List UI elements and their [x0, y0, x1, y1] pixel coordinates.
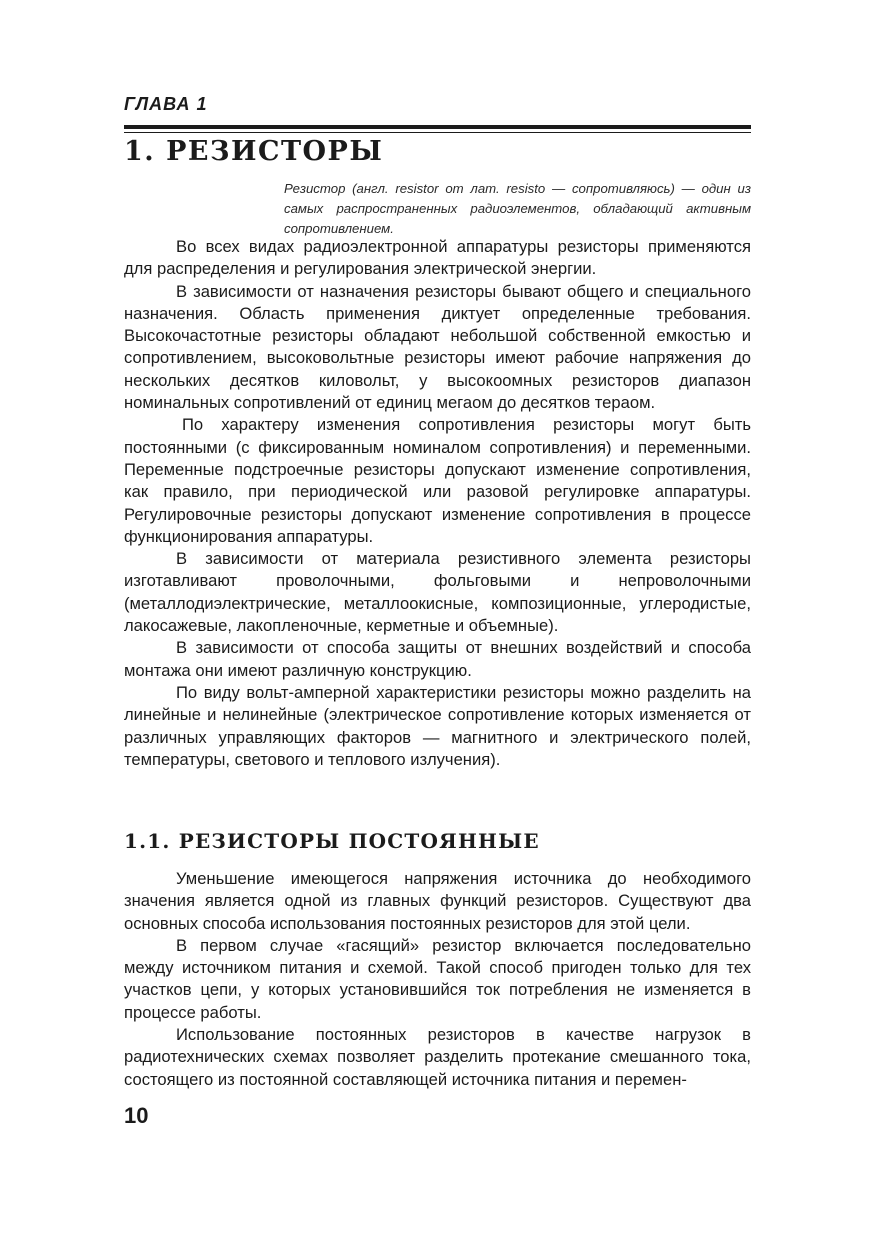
- subsection-title: 1.1. РЕЗИСТОРЫ ПОСТОЯННЫЕ: [124, 829, 540, 853]
- paragraph: По виду вольт-амперной характеристики резисторы можно разделить на линейные и нелинейные (электрическое сопротивление которых изменяется от различных управляющих факторов — магнитного и электрического полей, температуры, светового и теплового излучения).: [124, 682, 751, 769]
- paragraph: В зависимости от материала резистивного элемента резисторы изготавливают проволочными, фольговыми и непроволочными (металлодиэлектрические, металлоокисные, композиционные, углеродистые, лакосажевые, лакопленочные, керметные и объемные).: [124, 549, 751, 636]
- epigraph: Резистор (англ. resistor от лат. resisto — сопротивляюсь) — один из самых распространенных радиоэлементов, обладающий активным сопротивлением.: [284, 181, 751, 236]
- header-rule-thin: [124, 132, 751, 133]
- paragraph: Во всех видах радиоэлектронной аппаратуры резисторы применяются для распределения и регулирования электрической энергии.: [124, 237, 751, 279]
- paragraph: Уменьшение имеющегося напряжения источника до необходимого значения является одной из главных функций резисторов. Существуют два основных способа использования постоянных резисторов для этой цели.: [124, 869, 751, 933]
- page-number: 10: [124, 1103, 149, 1128]
- paragraph: В первом случае «гасящий» резистор включается последовательно между источником питания и схемой. Такой способ пригоден только для тех участков цепи, у которых установившийся ток потребления не изменяется в процессе работы.: [124, 935, 751, 1022]
- paragraph: В зависимости от назначения резисторы бывают общего и специального назначения. Область применения диктует определенные требования. Высокочастотные резисторы обладают небольшой собственной емкостью и сопротивлением, высоковольтные резисторы имеют рабочие напряжения до нескольких десятков киловольт, у высокоомных резисторов диапазон номинальных сопротивлений от единиц мегаом до десятков тераом.: [124, 281, 751, 413]
- paragraph: В зависимости от способа защиты от внешних воздействий и способа монтажа они имеют различную конструкцию.: [124, 638, 751, 680]
- header-rule-thick: [124, 125, 751, 129]
- paragraph: По характеру изменения сопротивления резисторы могут быть постоянными (с фиксированным номиналом сопротивления) и переменными. Переменные подстроечные резисторы допускают изменение сопротивления, как правило, при периодической или разовой регулировке аппаратуры. Регулировочные резисторы допускают изменение сопротивления в процессе функционирования аппаратуры.: [124, 415, 751, 546]
- subsection-body: [124, 868, 751, 1091]
- chapter-label: ГЛАВА 1: [124, 94, 208, 114]
- section-title: 1. РЕЗИСТОРЫ: [124, 136, 384, 167]
- section-body: [124, 236, 751, 771]
- paragraph: Использование постоянных резисторов в качестве нагрузок в радиотехнических схемах позволяет разделить протекание смешанного тока, состоящего из постоянной составляющей источника питания и перемен-: [124, 1025, 751, 1089]
